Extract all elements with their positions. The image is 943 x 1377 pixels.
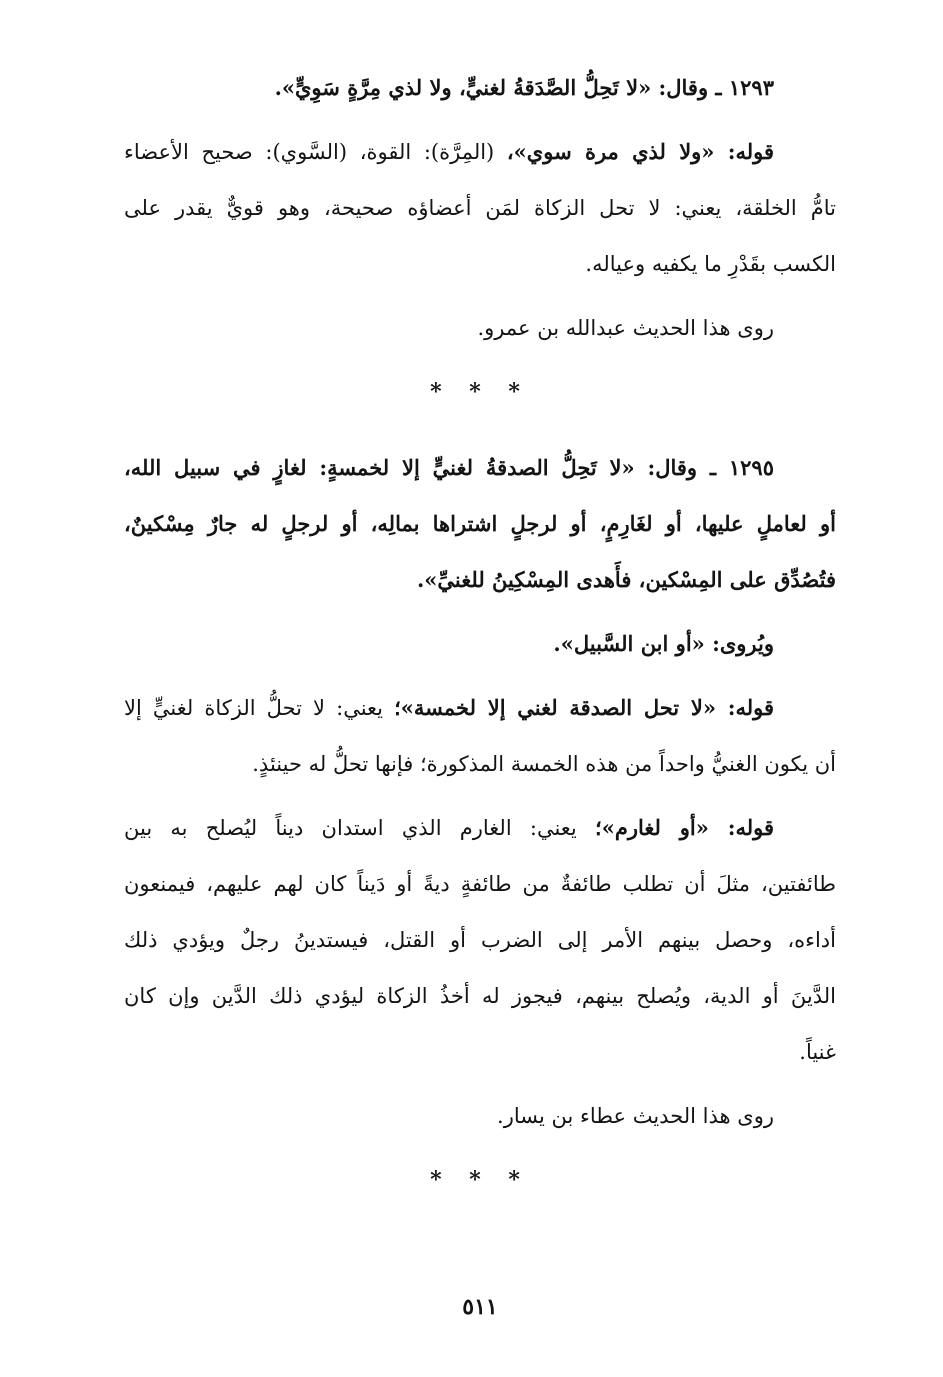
commentary-1293-line-1	[124, 124, 836, 180]
page-number: ٥١١	[462, 1294, 498, 1320]
commentary-1295b-line-2: طائفتين، مثلَ أن تطلب طائفةٌ من طائفةٍ ديةً أو دَيناً كان لهم عليهم، فيمنعون	[124, 872, 836, 896]
commentary-1295b-line-4: الدَّينَ أو الدية، ويُصلح بينهم، فيجوز له أخذُ الزكاة ليؤدي ذلك الدَّين وإن كان	[124, 984, 836, 1008]
commentary-1295a-text: يعني: لا تحلُّ الزكاة لغنيٍّ إلا	[124, 696, 384, 720]
book-page	[124, 60, 836, 1360]
section-separator-1: * * *	[430, 379, 530, 405]
commentary-1293-line-2: تامُّ الخلقة، يعني: لا تحل الزكاة لمَن أعضاؤه صحيحة، وهو قويٌّ يقدر على	[124, 196, 836, 220]
hadith-1295-line-3: فتُصُدِّق على المِسْكين، فأَهدى المِسْكِينُ للغنيِّ».	[416, 567, 836, 592]
spacer	[124, 420, 836, 440]
narrator-1295: روى هذا الحديث عطاء بن يسار.	[497, 1104, 774, 1128]
section-separator-2: * * *	[430, 1167, 530, 1193]
hadith-1295-line-2: أو لعاملٍ عليها، أو لغَارِمٍ، أو لرجلٍ اشتراها بمالِه، أو لرجلٍ له جارٌ مِسْكينٌ،	[124, 511, 836, 536]
narrator-1293: روى هذا الحديث عبدالله بن عمرو.	[477, 316, 774, 340]
commentary-1295b-text: يعني: الغارم الذي استدان ديناً ليُصلح به بين	[124, 816, 577, 840]
variant-1295: ويُروى: «أو ابن السَّبيل».	[553, 631, 774, 656]
commentary-1295b-line-3: أداءه، وحصل بينهم الأمر إلى الضرب أو القتل، فيستدينُ رجلٌ ويؤدي ذلك	[124, 928, 836, 952]
commentary-1295a-line-1	[124, 680, 836, 736]
hadith-1293-text: ١٢٩٣ ـ وقال: «لا تَحِلُّ الصَّدَقةُ لغنيٍّ، ولا لذي مِرَّةٍ سَوِيٍّ».	[274, 75, 774, 100]
commentary-1293-line-3: الكسب بقَدْرِ ما يكفيه وعياله.	[585, 252, 836, 276]
commentary-1293-lead: قوله: «ولا لذي مرة سوي»،	[506, 139, 774, 164]
commentary-1295b-lead: قوله: «أو لغارم»؛	[595, 815, 775, 840]
hadith-1295-line-1: ١٢٩٥ ـ وقال: «لا تَحِلُّ الصدقةُ لغنيٍّ إلا لخمسةٍ: لغازٍ في سبيل الله،	[124, 455, 774, 480]
commentary-1293-text: (المِرَّة): القوة، (السَّوي): صحيح الأعضاء	[124, 140, 495, 164]
commentary-1295b-line-5: غنياً.	[799, 1040, 836, 1064]
commentary-1295b-line-1	[124, 800, 836, 856]
commentary-1295a-line-2: أن يكون الغنيُّ واحداً من هذه الخمسة المذكورة؛ فإنها تحلُّ له حينئذٍ.	[252, 752, 836, 776]
commentary-1295a-lead: قوله: «لا تحل الصدقة لغني إلا لخمسة»؛	[394, 695, 774, 720]
